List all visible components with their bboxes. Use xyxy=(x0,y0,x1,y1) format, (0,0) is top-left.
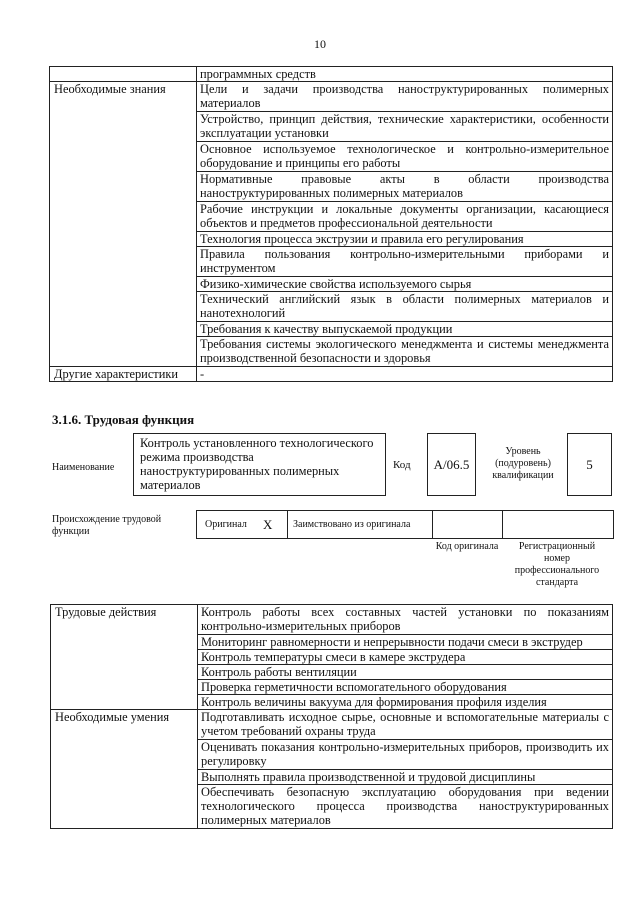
knowledge-item: Требования системы экологического менеджмента и системы менеджмента производственной безопасности и здоровья xyxy=(197,337,613,367)
other-label: Другие характеристики xyxy=(50,367,197,382)
action-item: Контроль работы всех составных частей установки по показаниям контрольно-измерительных приборов xyxy=(198,605,613,635)
skill-item: Обеспечивать безопасную эксплуатацию оборудования при ведении технологического процесса производства наноструктурированных полимерных материалов xyxy=(198,785,613,829)
level-label: Уровень (подуровень) квалификации xyxy=(492,446,554,481)
knowledge-table xyxy=(49,66,613,382)
action-item: Контроль температуры смеси в камере экструдера xyxy=(198,650,613,665)
skills-label: Необходимые умения xyxy=(51,710,198,829)
page-number: 10 xyxy=(314,37,326,51)
action-item: Контроль работы вентиляции xyxy=(198,665,613,680)
continued-text: программных средств xyxy=(197,67,613,82)
origin-divider xyxy=(287,511,288,538)
knowledge-item: Рабочие инструкции и локальные документы организации, касающиеся объектов и предметов профессиональной деятельности xyxy=(197,202,613,232)
function-name: Контроль установленного технологического режима производства наноструктурированных полимерных материалов xyxy=(133,433,386,496)
actions-table xyxy=(50,604,613,829)
reg-caption: Регистрационный номер профессионального стандарта xyxy=(514,541,600,588)
origin-label: Происхождение трудовой функции xyxy=(52,514,162,537)
function-code: А/06.5 xyxy=(427,433,476,496)
qualification-level: 5 xyxy=(567,433,612,496)
actions-label: Трудовые действия xyxy=(51,605,198,710)
origin-row xyxy=(196,510,614,539)
borrowed-label: Заимствовано из оригинала xyxy=(293,519,411,530)
knowledge-item: Нормативные правовые акты в области производства наноструктурированных полимерных материалов xyxy=(197,172,613,202)
origin-divider xyxy=(432,511,433,538)
skill-item: Подготавливать исходное сырье, основные и вспомогательные материалы с учетом требований охраны труда xyxy=(198,710,613,740)
knowledge-item: Правила пользования контрольно-измерительными приборами и инструментом xyxy=(197,247,613,277)
knowledge-item: Цели и задачи производства наноструктурированных полимерных материалов xyxy=(197,82,613,112)
empty-cell xyxy=(50,67,197,82)
knowledge-item: Требования к качеству выпускаемой продукции xyxy=(197,322,613,337)
knowledge-item: Технология процесса экструзии и правила его регулирования xyxy=(197,232,613,247)
action-item: Мониторинг равномерности и непрерывности подачи смеси в экструдер xyxy=(198,635,613,650)
section-title: 3.1.6. Трудовая функция xyxy=(52,412,195,427)
code-label: Код xyxy=(393,459,411,471)
skill-item: Оценивать показания контрольно-измерительных приборов, производить их регулировку xyxy=(198,740,613,770)
knowledge-item: Технический английский язык в области полимерных материалов и нанотехнологий xyxy=(197,292,613,322)
action-item: Контроль величины вакуума для формирования профиля изделия xyxy=(198,695,613,710)
knowledge-item: Устройство, принцип действия, технические характеристики, особенности эксплуатации установки xyxy=(197,112,613,142)
code-caption: Код оригинала xyxy=(435,541,499,552)
name-label: Наименование xyxy=(52,462,115,473)
original-mark: X xyxy=(263,517,273,532)
knowledge-item: Основное используемое технологическое и контрольно-измерительное оборудование и принципы его работы xyxy=(197,142,613,172)
origin-divider xyxy=(502,511,503,538)
knowledge-item: Физико-химические свойства используемого сырья xyxy=(197,277,613,292)
skill-item: Выполнять правила производственной и трудовой дисциплины xyxy=(198,770,613,785)
action-item: Проверка герметичности вспомогательного оборудования xyxy=(198,680,613,695)
knowledge-label: Необходимые знания xyxy=(50,82,197,367)
other-value: - xyxy=(197,367,613,382)
original-label: Оригинал xyxy=(205,519,247,530)
